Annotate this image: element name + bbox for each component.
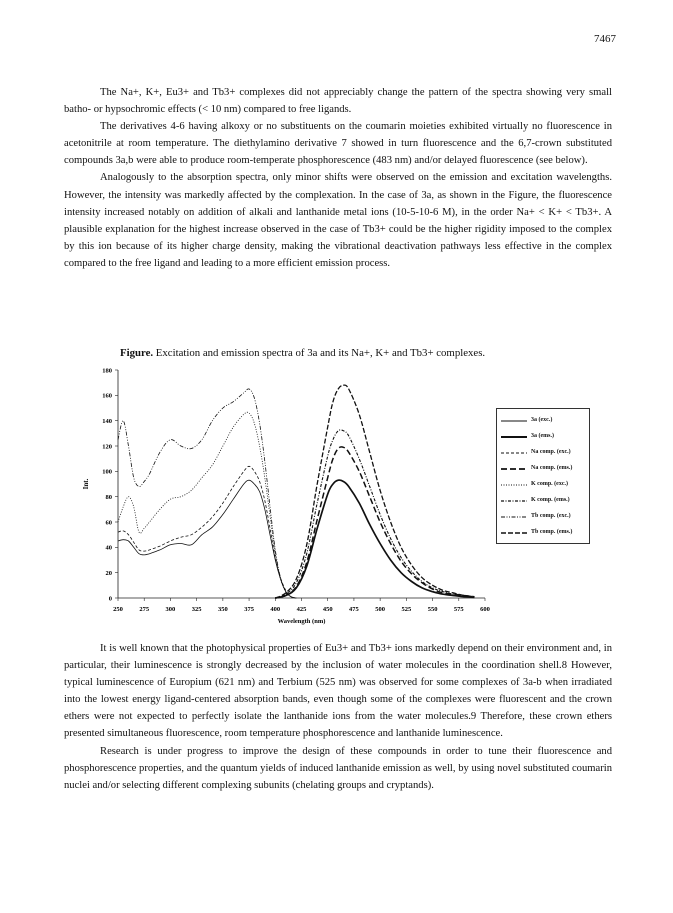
legend-swatch — [500, 512, 528, 522]
x-axis-label: Wavelength (nm) — [277, 618, 326, 625]
y-tick-label: 40 — [105, 544, 112, 552]
x-tick-label: 525 — [401, 606, 412, 613]
y-tick-label: 20 — [105, 569, 112, 577]
body-text-bottom — [64, 640, 612, 794]
legend-label: Tb comp. (ems.) — [531, 529, 573, 535]
series-line-3a-exc — [118, 480, 296, 598]
x-tick-label: 500 — [375, 606, 386, 613]
y-tick-label: 100 — [102, 468, 112, 476]
legend-swatch — [500, 464, 528, 474]
paragraph: It is well known that the photophysical properties of Eu3+ and Tb3+ ions markedly depend on their environment and, in particular, their luminescence is strongly decreased by the inclusion of water molecules in the coordination shell.8 However, typical luminescence of Europium (621 nm) and Terbium (525 nm) was observed for some complexes of 3a-b when irradiated into the lowest energy ligand-centered absorption bands, even though some of the complexes were fluorescent and the crown ethers were not expected to perfectly isolate the lanthanide ions from the water molecules.9 Therefore, these crown ethers presented simultaneous fluorescence, room temperature phosphorescence and lanthanide luminescence. — [64, 643, 612, 740]
legend-item — [500, 446, 588, 458]
x-tick-label: 600 — [480, 606, 490, 613]
legend-item — [500, 462, 588, 474]
legend-swatch — [500, 416, 528, 426]
x-tick-label: 400 — [270, 606, 281, 613]
paragraph: Analogously to the absorption spectra, only minor shifts were observed on the emission and excitation wavelengths. However, the intensity was markedly affected by the complexation. In the case of 3a, as shown in the Figure, the fluorescence intensity increased notably on addition of alkali and lanthanide metal ions (10-5-10-6 M), in the order Na+ < K+ < Tb3+. A plausible explanation for the highest increase observed in the case of Tb3+ could be the higher rigidity imposed to the complex by this ion because of its higher charge density, making the vibrational deactivation pathways less effective in the complex compared to the free ligand and leading to a more efficient emission process. — [64, 172, 612, 269]
legend-item — [500, 526, 588, 538]
legend-item — [500, 478, 588, 490]
legend-label: Tb comp. (exc.) — [531, 513, 571, 519]
x-tick-label: 350 — [217, 606, 228, 613]
legend-swatch — [500, 496, 528, 506]
y-tick-label: 60 — [105, 519, 112, 527]
y-tick-label: 80 — [105, 493, 112, 501]
x-tick-label: 375 — [244, 606, 254, 613]
chart-series — [118, 385, 475, 598]
x-tick-label: 275 — [139, 606, 150, 613]
page-number: 7467 — [594, 33, 616, 45]
paragraph: Research is under progress to improve the design of these compounds in order to tune their fluorescence and phosphorescence properties, and the quantum yields of induced lanthanide emission as well, by using novel substituted coumarin nuclei and/or selecting different complexing subunits (chelating groups and cryptands). — [64, 745, 612, 791]
paragraph: The derivatives 4-6 having alkoxy or no substituents on the coumarin moieties exhibited virtually no fluorescence in acetonitrile at room temperature. The diethylamino derivative 7 showed in turn fluorescence and the 6,7-crown substituted compounds 3a,b were able to produce room-temperate phosphorescence (483 nm) and/or delayed fluorescence (see below). — [64, 121, 612, 167]
legend-swatch — [500, 448, 528, 458]
x-tick-label: 325 — [191, 606, 202, 613]
spectra-chart — [60, 356, 505, 628]
y-tick-label: 0 — [108, 595, 112, 603]
series-line-3a-ems — [275, 480, 474, 598]
y-axis-label: Int. — [82, 478, 90, 490]
legend-label: K comp. (exc.) — [531, 481, 568, 487]
legend-label: 3a (exc.) — [531, 417, 553, 423]
legend-swatch — [500, 480, 528, 490]
x-tick-label: 300 — [165, 606, 176, 613]
legend-label: Na comp. (ems.) — [531, 465, 573, 471]
legend-item — [500, 414, 588, 426]
legend-item — [500, 430, 588, 442]
figure-caption-text: Excitation and emission spectra of 3a and its Na+, K+ and Tb3+ complexes. — [155, 347, 486, 359]
x-tick-label: 250 — [113, 606, 123, 613]
legend-label: K comp. (ems.) — [531, 497, 570, 503]
x-tick-label: 575 — [453, 606, 464, 613]
chart-ticks — [102, 367, 490, 613]
x-tick-label: 475 — [349, 606, 359, 613]
body-text-top — [64, 84, 612, 272]
y-tick-label: 140 — [102, 417, 112, 425]
legend-swatch — [500, 528, 528, 538]
y-tick-label: 160 — [102, 392, 112, 400]
legend-label: Na comp. (exc.) — [531, 449, 571, 455]
x-tick-label: 450 — [322, 606, 333, 613]
series-line-k-comp-ems — [275, 430, 474, 598]
x-tick-label: 550 — [427, 606, 438, 613]
legend-label: 3a (ems.) — [531, 433, 554, 439]
legend-item — [500, 494, 588, 506]
x-tick-label: 425 — [296, 606, 307, 613]
y-tick-label: 180 — [102, 367, 112, 375]
figure-caption-label: Figure. — [120, 347, 154, 359]
series-line-tb-comp-exc — [118, 389, 296, 598]
paragraph: The Na+, K+, Eu3+ and Tb3+ complexes did not appreciably change the pattern of the spectra showing very small batho- or hypsochromic effects (< 10 nm) compared to free ligands. — [64, 87, 612, 116]
y-tick-label: 120 — [102, 443, 112, 451]
chart-legend — [496, 408, 590, 544]
legend-swatch — [500, 432, 528, 442]
legend-item — [500, 510, 588, 522]
